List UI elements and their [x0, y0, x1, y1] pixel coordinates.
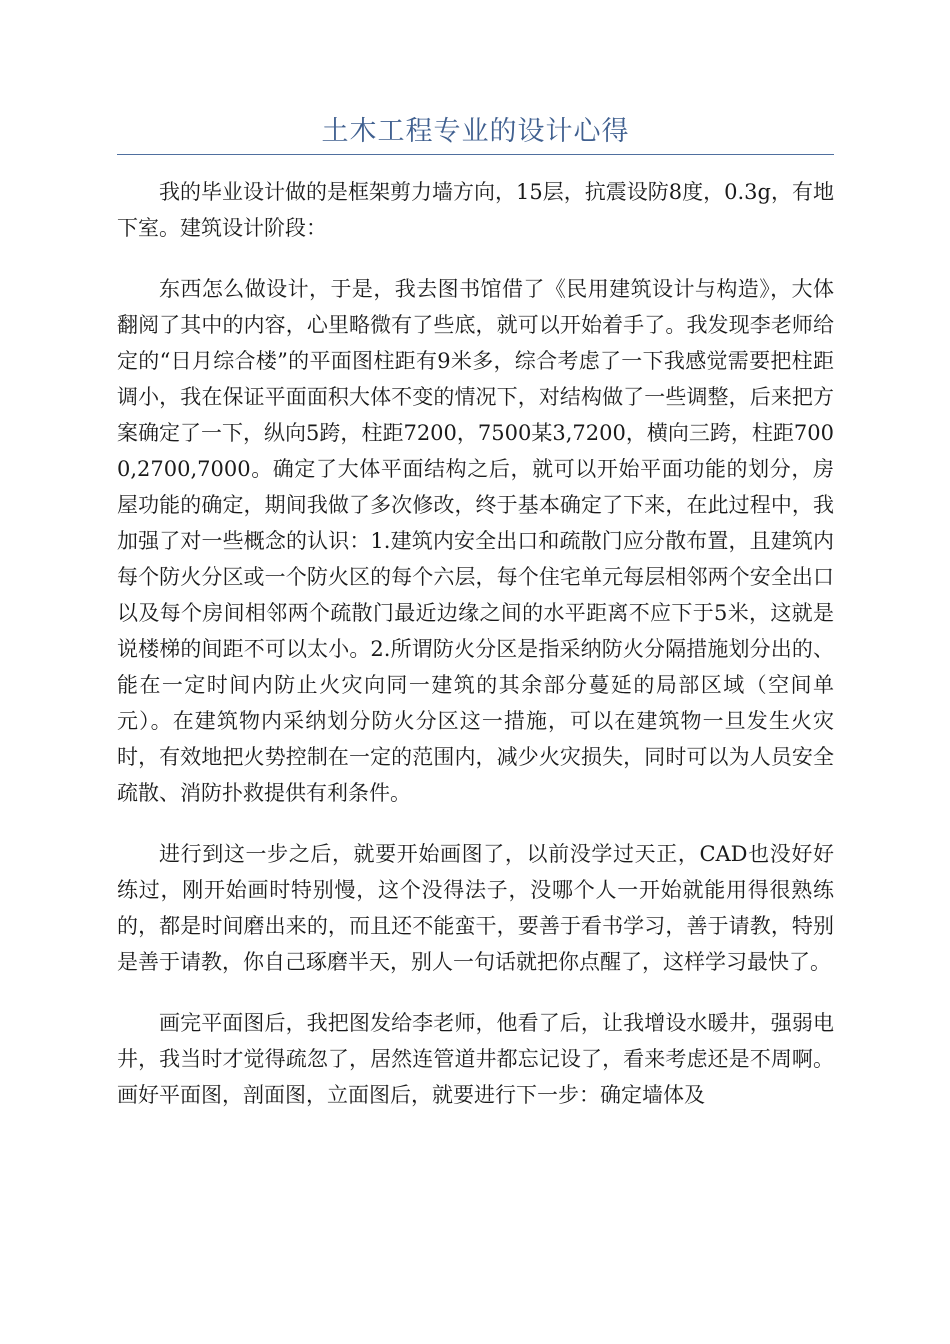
document-title: 土木工程专业的设计心得 [321, 116, 630, 147]
paragraph-2: 东西怎么做设计，于是，我去图书馆借了《民用建筑设计与构造》，大体翻阅了其中的内容，心里略微有了些底，就可以开始着手了。我发现李老师给定的“日月综合楼”的平面图柱距有9米多，综合考虑了一下我感觉需要把柱距调小，我在保证平面面积大体不变的情况下，对结构做了一些调整，后来把方案确定了一下，纵向5跨，柱距7200，7500某3,7200，横向三跨，柱距7000,2700,7000。确定了大体平面结构之后，就可以开始平面功能的划分，房屋功能的确定，期间我做了多次修改，终于基本确定了下来，在此过程中，我加强了对一些概念的认识：1.建筑内安全出口和疏散门应分散布置，且建筑内每个防火分区或一个防火区的每个六层，每个住宅单元每层相邻两个安全出口以及每个房间相邻两个疏散门最近边缘之间的水平距离不应下于5米，这就是说楼梯的间距不可以太小。2.所谓防火分区是指采纳防火分隔措施划分出的、能在一定时间内防止火灾向同一建筑的其余部分蔓延的局部区域（空间单元）。在建筑物内采纳划分防火分区这一措施，可以在建筑物一旦发生火灾时，有效地把火势控制在一定的范围内，减少火灾损失，同时可以为人员安全疏散、消防扑救提供有利条件。 [117, 277, 834, 805]
document-body [117, 174, 834, 1138]
title-underline [117, 154, 834, 155]
paragraph-4: 画完平面图后，我把图发给李老师，他看了后，让我增设水暖井，强弱电井，我当时才觉得疏忽了，居然连管道井都忘记设了，看来考虑还是不周啊。画好平面图，剖面图，立面图后，就要进行下一步：确定墙体及 [117, 1011, 834, 1107]
paragraph-1: 我的毕业设计做的是框架剪力墙方向，15层，抗震设防8度，0.3g，有地下室。建筑设计阶段： [117, 180, 834, 240]
paragraph-3: 进行到这一步之后，就要开始画图了，以前没学过天正，CAD也没好好练过，刚开始画时特别慢，这个没得法子，没哪个人一开始就能用得很熟练的，都是时间磨出来的，而且还不能蛮干，要善于看书学习，善于请教，特别是善于请教，你自己琢磨半天，别人一句话就把你点醒了，这样学习最快了。 [117, 842, 834, 974]
